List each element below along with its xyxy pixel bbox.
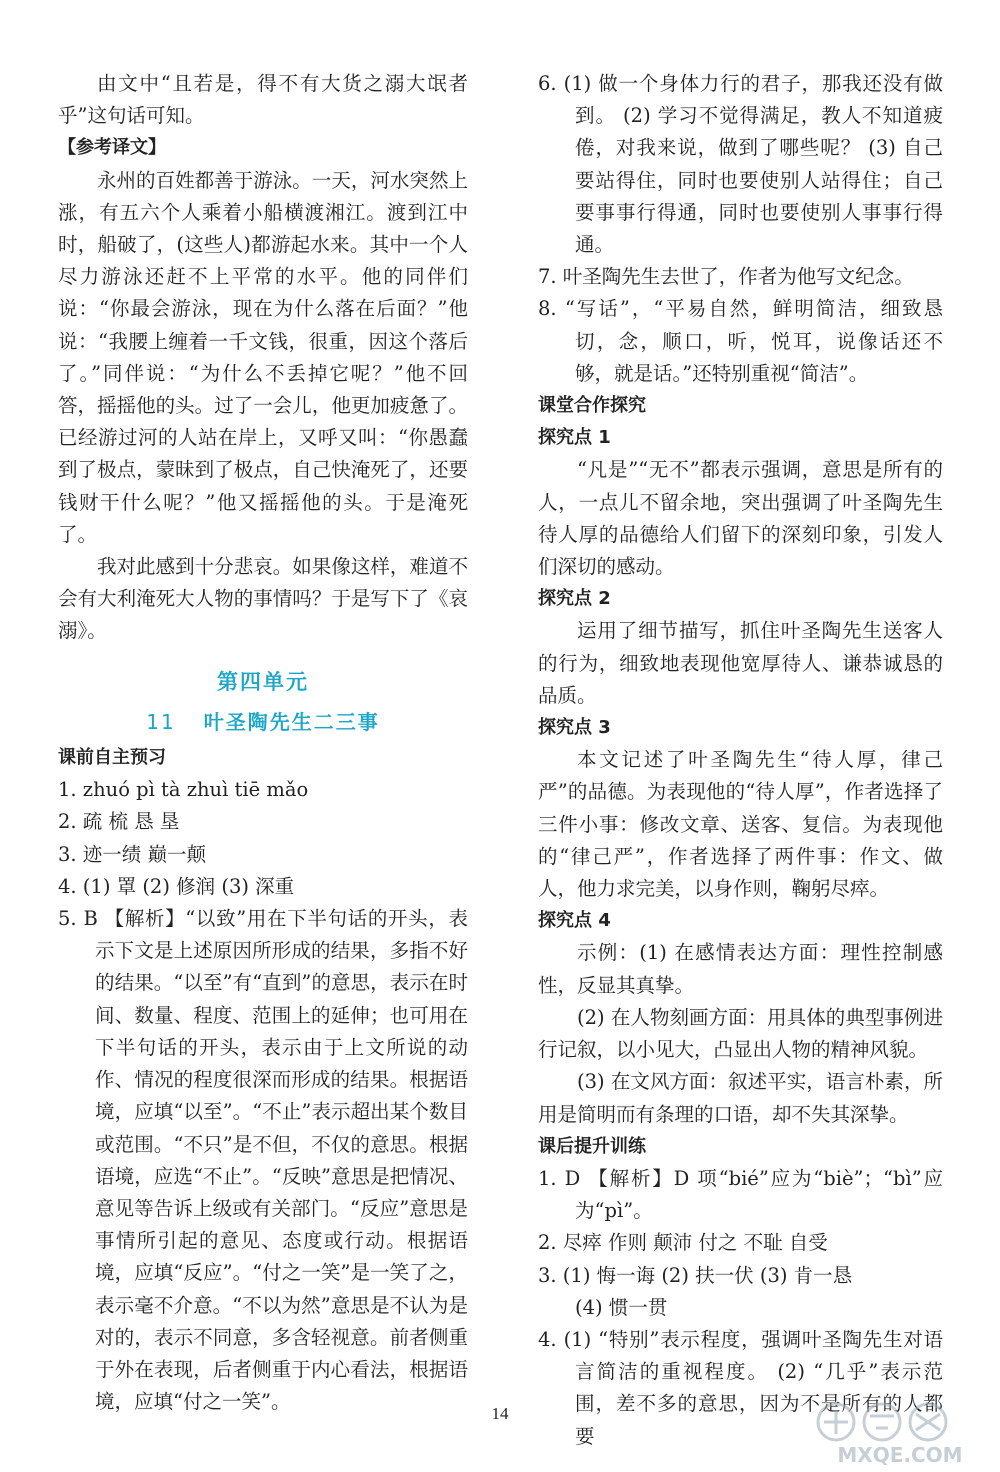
section-title-class: 课堂合作探究 [538, 395, 646, 417]
exercise-3b: (4) 惯一贯 [575, 1295, 668, 1319]
lesson-title: 叶圣陶先生二三事 [203, 709, 380, 734]
explore-point-4-text-b: (2) 在人物刻画方面：用具体的典型事例进行记叙，以小见大，凸显出人物的精神风貌。 [538, 1005, 943, 1062]
translation-paragraph-2: 我对此感到十分悲哀。如果像这样，难道不会有大利淹死大人物的事情吗？于是写下了《哀溺》。 [58, 555, 468, 643]
exercise-1: 1. D 【解析】D 项“bié”应为“biè”；“bì”应为“pì”。 [538, 1166, 943, 1223]
explore-point-1-text: “凡是”“无不”都表示强调，意思是所有的人，一点儿不留余地，突出强调了叶圣陶先生待人厚的品德给人们留下的深刻印象，引发人们深切的感动。 [538, 458, 943, 579]
explore-point-4-text-a: 示例：(1) 在感情表达方面：理性控制感性，反显其真挚。 [538, 941, 943, 997]
section-title-reference-translation: 【参考译文】 [58, 137, 166, 159]
lesson-number: 11 [146, 709, 176, 734]
explore-point-2-text: 运用了细节描写，抓住叶圣陶先生送客人的行为，细致地表现他宽厚待人、谦恭诚恳的品质。 [538, 619, 943, 707]
exercise-3a: 3. (1) 悔一诲 (2) 扶一伏 (3) 肯一恳 [538, 1263, 853, 1287]
answer-7: 7. 叶圣陶先生去世了，作者为他写文纪念。 [538, 265, 914, 289]
section-title-post: 课后提升训练 [538, 1135, 646, 1157]
answer-3: 3. 迹一绩 巅一颠 [58, 842, 207, 866]
answer-8: 8. “写话”，“平易自然，鲜明简洁，细致恳切，念，顺口，听，悦耳，说像话还不够，就是话。”还特别重视“简洁”。 [538, 297, 943, 385]
answer-5: 5. B 【解析】“以致”用在下半句话的开头，表示下文是上述原因所形成的结果，多指不好的结果。“以至”有“直到”的意思，表示在时间、数量、程度、范围上的延伸；也可用在下半句话的开头，表示由于上文所说的动作、情况的程度很深而形成的结果。根据语境，应填“以至”。“不止”表示超出某个数目或范围。“不只”是不但，不仅的意思。根据语境，应选“不止”。“反映”意思是把情况、意见等告诉上级或有关部门。“反应”意思是事情所引起的意见、态度或行动。根据语境，应填“反应”。“付之一笑”是一笑了之，表示毫不介意。“不以为然”意思是不认为是对的，表示不同意，多含轻视意。前者侧重于外在表现，后者侧重于内心看法，根据语境，应填“付之一笑”。 [58, 907, 468, 1414]
explore-point-2-title: 探究点 2 [538, 588, 611, 610]
left-column [58, 68, 468, 1418]
paragraph-conclusion: 由文中“且若是，得不有大货之溺大氓者乎”这句话可知。 [58, 72, 468, 128]
page-number: 14 [491, 1404, 509, 1423]
watermark-text: MXQE.COM [837, 1443, 963, 1467]
right-column [538, 68, 943, 1453]
exercise-4: 4. (1) “特别”表示程度，强调叶圣陶先生对语言简洁的重视程度。 (2) “几乎”表示范围，差不多的意思，因为不是所有的人都要 [538, 1327, 943, 1448]
explore-point-4-text-c: (3) 在文风方面：叙述平实，语言朴素，所用是简明而有条理的口语，却不失其深挚。 [538, 1070, 943, 1126]
answer-4: 4. (1) 罩 (2) 修润 (3) 深重 [58, 874, 295, 898]
section-title-preview: 课前自主预习 [58, 747, 166, 769]
answer-6: 6. (1) 做一个身体力行的君子，那我还没有做到。 (2) 学习不觉得满足，教人不知道疲倦，对我来说，做到了哪些呢？ (3) 自己要站得住，同时也要使别人站得住；自己要事事行得通，同时也要使别人事事行得通。 [538, 72, 943, 257]
translation-paragraph-1: 永州的百姓都善于游泳。一天，河水突然上涨，有五六个人乘着小船横渡湘江。渡到江中时，船破了，(这些人)都游起水来。其中一个人尽力游泳还赶不上平常的水平。他的同伴们说：“你最会游泳，现在为什么落在后面？”他说：“我腰上缠着一千文钱，很重，因这个落后了。”同伴说：“为什么不丢掉它呢？”他不回答，摇摇他的头。过了一会儿，他更加疲惫了。已经游过河的人站在岸上，又呼又叫：“你愚蠢到了极点，蒙昧到了极点，自己快淹死了，还要钱财干什么呢？”他又摇摇他的头。于是淹死了。 [58, 168, 468, 546]
explore-point-3-text: 本文记述了叶圣陶先生“待人厚，律己严”的品德。为表现他的“待人厚”，作者选择了三件小事：修改文章、送客、复信。为表现他的“律己严”，作者选择了两件事：作文、做人，他力求完美，以身作则，鞠躬尽瘁。 [538, 748, 943, 901]
explore-point-1-title: 探究点 1 [538, 427, 611, 449]
answer-1: 1. zhuó pì tà zhuì tiē mǎo [58, 778, 309, 802]
answer-2: 2. 疏 梳 恳 垦 [58, 810, 180, 834]
watermark-logo [806, 1396, 994, 1468]
unit-heading: 第四单元 [217, 669, 309, 694]
explore-point-3-title: 探究点 3 [538, 717, 611, 739]
lesson-heading [58, 706, 468, 738]
explore-point-4-title: 探究点 4 [538, 910, 611, 932]
exercise-2: 2. 尽瘁 作则 颠沛 付之 不耻 自受 [538, 1231, 828, 1255]
